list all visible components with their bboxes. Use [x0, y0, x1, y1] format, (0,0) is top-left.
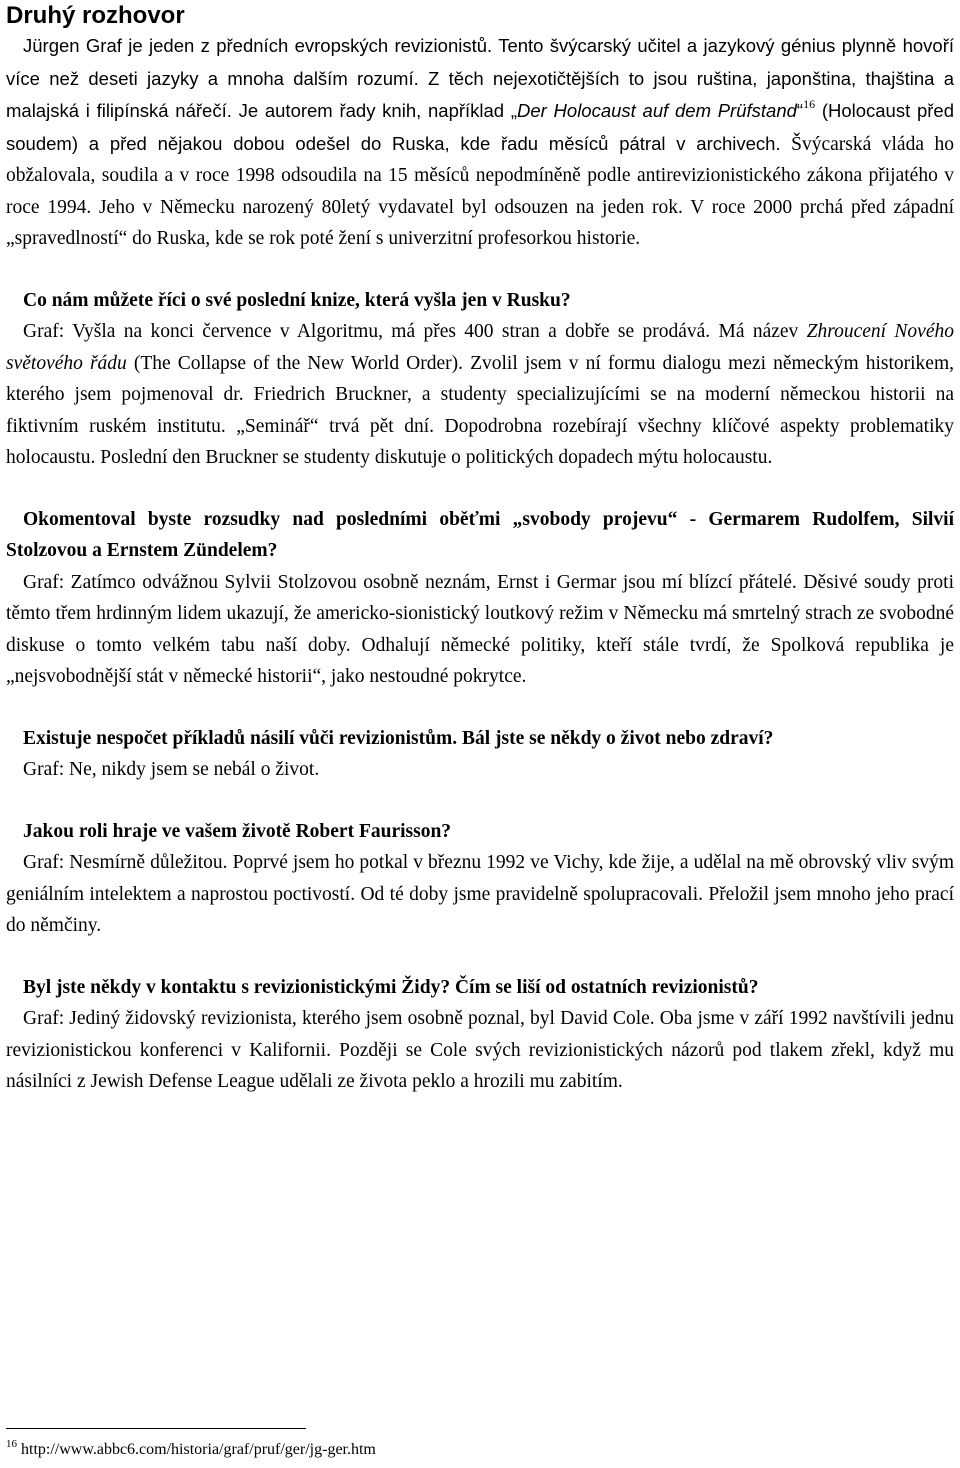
- book-title-2: Zhroucení Nového světového řádu: [6, 321, 954, 374]
- intro-text-b: “: [796, 100, 804, 121]
- footnote-link[interactable]: http://www.abbc6.com/historia/graf/pruf/ger/jg-ger.htm: [21, 1441, 376, 1458]
- footnote-ref[interactable]: 16: [803, 97, 816, 111]
- answer-1-text-b: (The Collapse of the New World Order). Zvolil jsem v ní formu dialogu mezi německým historikem, kterého jsem pojmenoval dr. Friedrich Bruckner, a studenty specializujícími se na moderní německou historii na fiktivním ruském institutu. „Seminář“ trvá pět dní. Dopodrobna rozebírají všechny klíčové aspekty problematiky holocaustu. Poslední den Bruckner se studenty diskutuje o politických dopadech mýtu holocaustu.: [6, 352, 955, 468]
- answer-1: [6, 316, 954, 474]
- question-2: Okomentoval byste rozsudky nad posledními oběťmi „svobody projevu“ - Germarem Rudolfem, Silvií Stolzovou a Ernstem Zündelem?: [6, 508, 954, 561]
- question-1: Co nám můžete říci o své poslední knize, která vyšla jen v Rusku?: [23, 289, 571, 311]
- page-title: Druhý rozhovor: [6, 2, 185, 29]
- intro-text-a: Jürgen Graf je jeden z předních evropských revizionistů. Tento švýcarský učitel a jazykový génius plynně hovoří více než deseti jazyky a mnoha dalším rozumí. Z těch nejexotičtějších to jsou ruština, japonština, thajština a malajská i filipínská nářečí. Je autorem řady knih, například „: [6, 35, 954, 121]
- question-5: Byl jste někdy v kontaktu s revizionistickými Židy? Čím se liší od ostatních revizionistů?: [23, 976, 759, 998]
- question-3: Existuje nespočet příkladů násilí vůči revizionistům. Bál jste se někdy o život nebo zdraví?: [23, 727, 774, 749]
- answer-5: Graf: Jediný židovský revizionista, kterého jsem osobně poznal, byl David Cole. Oba jsme v září 1992 navštívili jednu revizionistickou konferenci v Kalifornii. Později se Cole svých revizionistických názorů pod tlakem zřekl, když mu násilníci z Jewish Defense League udělali ze života peklo a hrozili mu zabitím.: [6, 1008, 954, 1092]
- answer-4: Graf: Nesmírně důležitou. Poprvé jsem ho potkal v březnu 1992 ve Vichy, kde žije, a udělal na mě obrovský vliv svým geniálním intelektem a naprostou poctivostí. Od té doby jsme pravidelně spolupracovali. Přeložil jsem mnoho jeho prací do němčiny.: [6, 852, 954, 936]
- answer-2: Graf: Zatímco odvážnou Sylvii Stolzovou osobně neznám, Ernst i Germar jsou mí blízcí přátelé. Děsivé soudy proti těmto třem hrdinným lidem ukazují, že americko-sionistický loutkový režim v Německu má smrtelný strach ze svobodné diskuse o tomto velkém tabu naší doby. Odhalují německé politiky, kteří stále tvrdí, že Spolková republika je „nejsvobodnější stát v německé historii“, jako nestoudné pokrytce.: [6, 571, 954, 687]
- intro-paragraph: [6, 30, 954, 255]
- intro-text-c: (Holocaust před soudem) a před nějakou dobou odešel do Ruska, kde řadu měsíců pátral v archivech.: [6, 100, 955, 154]
- document-page: [6, 0, 954, 1098]
- answer-1-text-a: Graf: Vyšla na konci července v Algoritmu, má přes 400 stran a dobře se prodává. Má název: [23, 321, 807, 342]
- intro-text-d: Švýcarská vláda ho obžalovala, soudila a v roce 1998 odsoudila na 15 měsíců nepodmíněně podle antirevizionistického zákona přijatého v roce 1994. Jeho v Německu narozený 80letý vydavatel byl odsouzen na jeden rok. V roce 2000 prchá před západní „spravedlností“ do Ruska, kde se rok poté žení s univerzitní profesorkou historie.: [6, 133, 955, 249]
- footnote-divider: [6, 1428, 306, 1429]
- answer-3: Graf: Ne, nikdy jsem se nebál o život.: [23, 759, 320, 780]
- footnote-number: 16: [6, 1438, 17, 1450]
- question-4: Jakou roli hraje ve vašem životě Robert Faurisson?: [23, 820, 452, 842]
- book-title: Der Holocaust auf dem Prüfstand: [517, 100, 797, 121]
- footnote: [6, 1438, 376, 1462]
